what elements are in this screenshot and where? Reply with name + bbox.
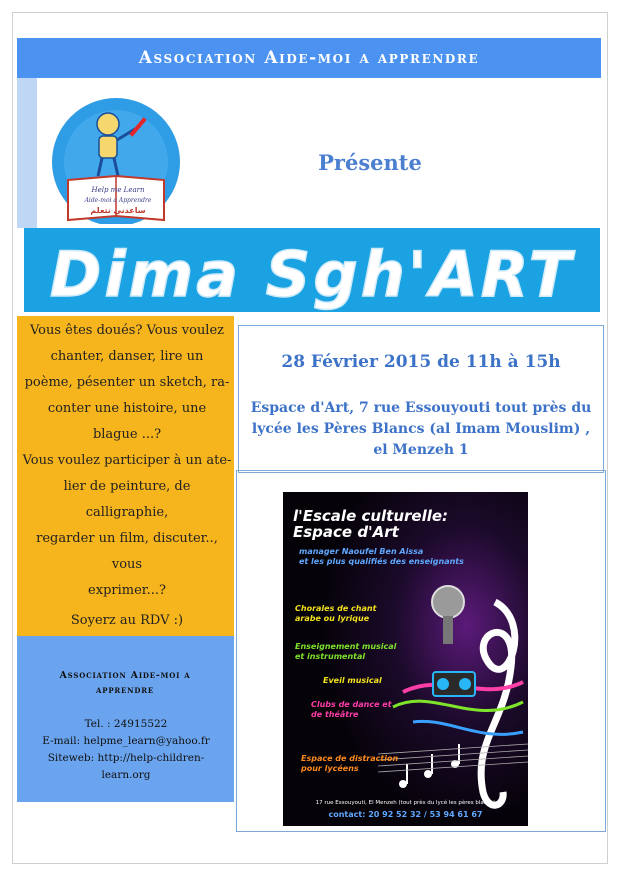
header-banner	[17, 38, 601, 78]
poster-heading-line: l'Escale culturelle:	[293, 507, 449, 525]
child-head-icon	[97, 113, 119, 135]
poster-item: Espace de distraction pour lycéens	[301, 754, 399, 773]
poster-heading	[293, 508, 463, 540]
poster-subtitle-line: manager Naoufel Ben Aissa	[299, 547, 424, 556]
logo-text-en: Help me Learn	[91, 186, 145, 194]
header-side-strip	[17, 78, 37, 228]
invitation-line: exprimer...?	[88, 583, 166, 598]
invitation-line: blague ...?	[92, 427, 162, 442]
logo-text-fr: Aide-moi a Apprendre	[84, 197, 152, 204]
invitation-line: regarder un film, discuter.., vous	[36, 531, 218, 572]
contact-details	[24, 716, 228, 784]
invitation-line: poème, pésenter un sketch, ra-	[24, 375, 230, 390]
presente-label: Présente	[318, 150, 422, 175]
poster-item: Enseignement musical et instrumental	[295, 642, 397, 661]
logo-text-ar: ساعدني نتعلم	[90, 206, 146, 215]
event-title-banner	[24, 228, 600, 312]
contact-tel: Tel. : 24915522	[84, 718, 168, 730]
poster-subtitle	[299, 547, 509, 567]
event-location-line: el Menzeh 1	[373, 442, 469, 458]
poster-contact: contact: 20 92 52 32 / 53 94 61 67	[328, 810, 483, 819]
contact-title: Association Aide-moi a apprendre	[59, 670, 191, 696]
event-location	[243, 398, 599, 461]
invitation-line: chanter, danser, lire un	[50, 349, 204, 364]
contact-email: E-mail: helpme_learn@yahoo.fr	[42, 735, 210, 747]
microphone-icon	[432, 586, 464, 618]
invitation-closing: Soyerz au RDV :)	[70, 613, 184, 628]
event-location-line: lycée les Pères Blancs (al Imam Mouslim) ,	[251, 421, 591, 437]
event-title: Dima Sgh'ART	[49, 238, 575, 311]
event-title-graphic	[24, 228, 600, 312]
contact-site: Siteweb: http://help-children-learn.org	[47, 752, 205, 781]
poster-item: Chorales de chant arabe ou lyrique	[295, 604, 377, 623]
invitation-line: Vous êtes doués? Vous voulez	[29, 323, 225, 338]
poster-item: Clubs de dance et de théâtre	[311, 700, 392, 719]
logo-graphic	[38, 92, 194, 224]
poster-heading-line: Espace d'Art	[293, 523, 399, 541]
invitation-text	[22, 318, 232, 634]
event-location-line: Espace d'Art, 7 rue Essouyouti tout près du	[250, 400, 592, 416]
poster-address: 17 rue Essouyouti, El Menzeh (tout près du lycé les pères blancs)	[315, 800, 496, 806]
header-title: Association Aide-moi a apprendre	[138, 48, 480, 68]
invitation-line: conter une histoire, une	[47, 401, 207, 416]
invitation-line: Vous voulez participer à un ate-	[22, 453, 232, 468]
association-logo	[38, 92, 194, 224]
poster-item: Eveil musical	[323, 676, 382, 685]
event-date: 28 Février 2015 de 11h à 15h	[281, 352, 561, 372]
invitation-line: lier de peinture, de calligraphie,	[63, 479, 191, 520]
poster-subtitle-line: et les plus qualifiés des enseignants	[299, 557, 464, 566]
culture-poster	[283, 492, 528, 826]
